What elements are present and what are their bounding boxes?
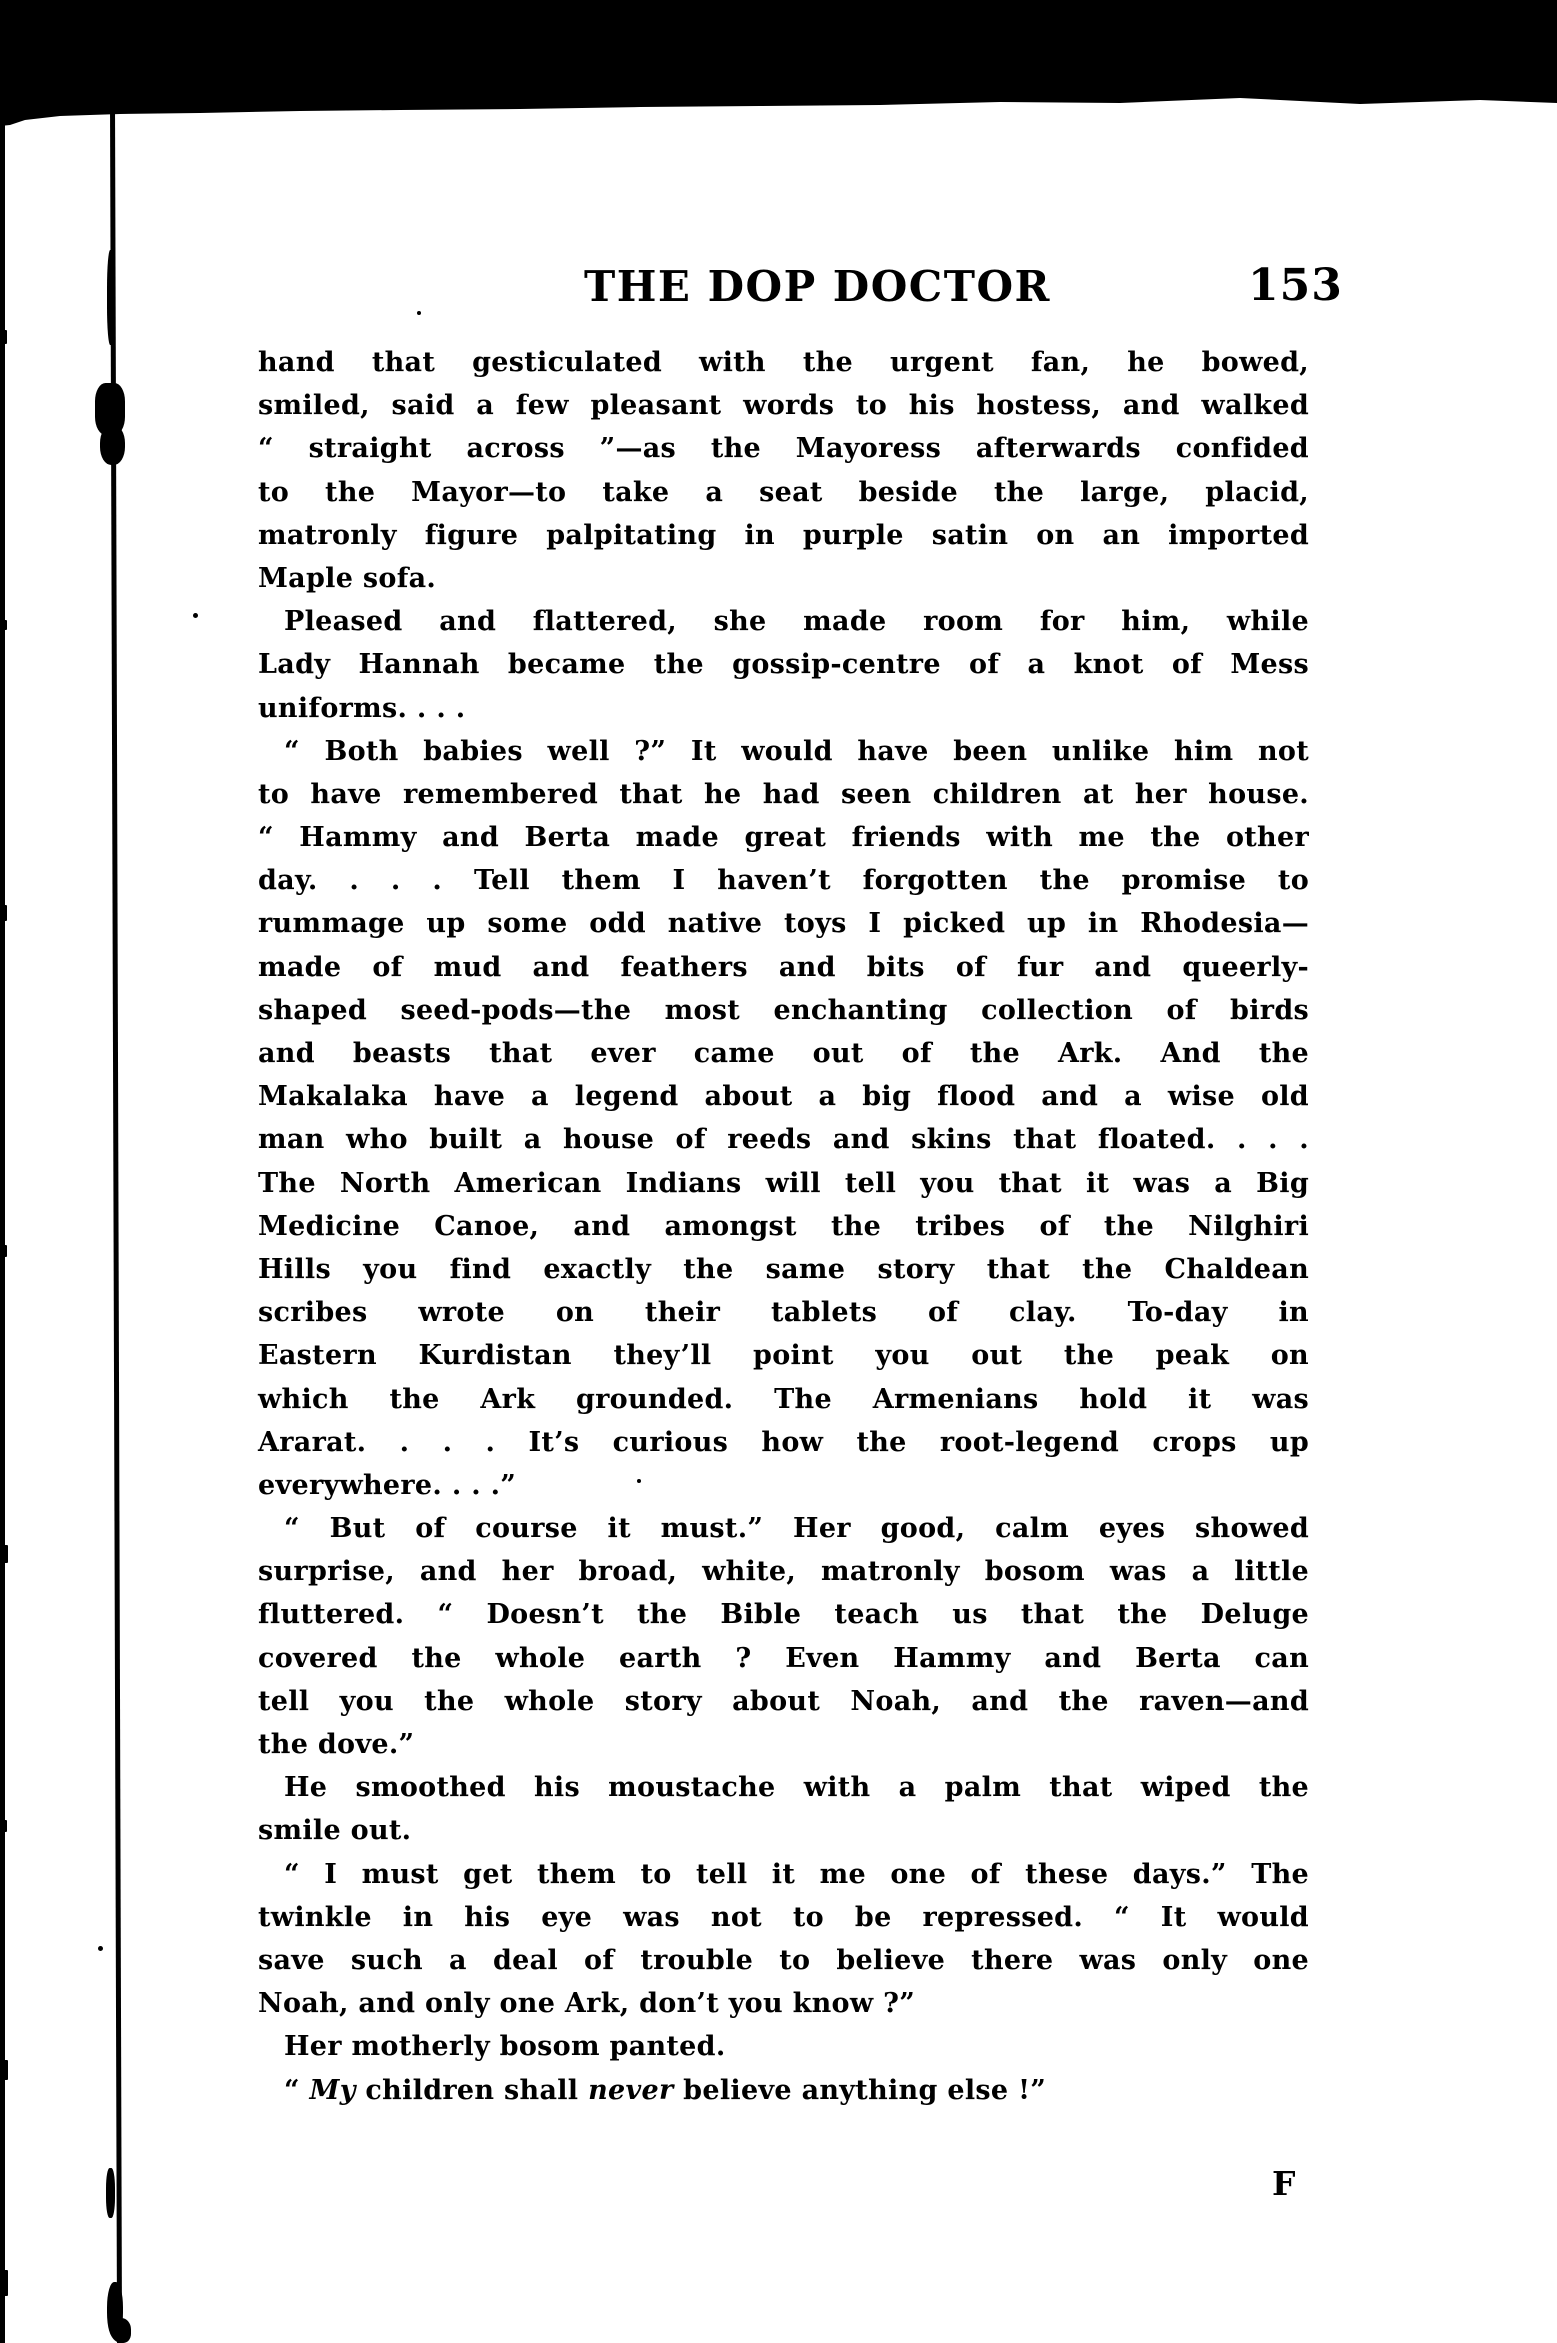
scan-artifact-edge-tick: [4, 620, 7, 630]
text-line: matronly figure palpitating in purple satin on an imported: [258, 519, 1309, 551]
text-line: day. . . . Tell them I haven’t forgotten the promise to: [258, 865, 1309, 897]
text-line: He smoothed his moustache with a palm that wiped the: [284, 1772, 1309, 1804]
text-line: twinkle in his eye was not to be repressed. “ It would: [258, 1901, 1309, 1933]
text-line: “ My children shall never believe anything else !”: [284, 2074, 1047, 2106]
scan-artifact-edge-tick: [4, 905, 7, 921]
text-line: Noah, and only one Ark, don’t you know ?”: [258, 1988, 916, 2020]
ink-speck: [98, 1946, 103, 1951]
text-line: scribes wrote on their tablets of clay. To-day in: [258, 1297, 1309, 1329]
ink-speck: [193, 613, 198, 618]
text-line: “ Both babies well ?” It would have been unlike him not: [284, 735, 1309, 767]
text-line: save such a deal of trouble to believe there was only one: [258, 1944, 1309, 1976]
scan-artifact-left-edge: [0, 0, 5, 2343]
text-line: to the Mayor—to take a seat beside the large, placid,: [258, 476, 1309, 508]
text-line: everywhere. . . .”: [258, 1469, 517, 1501]
text-line: uniforms. . . .: [258, 692, 466, 724]
text-line: “ Hammy and Berta made great friends with me the other: [258, 822, 1309, 854]
text-line: “ straight across ”—as the Mayoress afterwards confided: [258, 433, 1309, 465]
scan-artifact-edge-tick: [4, 1545, 8, 1563]
page-number: 153: [1248, 260, 1343, 311]
scan-artifact-edge-tick: [4, 2060, 8, 2080]
text-line: Maple sofa.: [258, 562, 437, 594]
text-line: Hills you find exactly the same story that the Chaldean: [258, 1253, 1309, 1285]
text-line: Medicine Canoe, and amongst the tribes of the Nilghiri: [258, 1210, 1309, 1242]
scan-artifact-edge-tick: [4, 1820, 7, 1832]
text-line: “ I must get them to tell it me one of these days.” The: [284, 1858, 1309, 1890]
text-line: Her motherly bosom panted.: [284, 2031, 726, 2063]
text-line: “ But of course it must.” Her good, calm eyes showed: [284, 1513, 1309, 1545]
text-line: and beasts that ever came out of the Ark. And the: [258, 1038, 1309, 1069]
scan-artifact-edge-tick: [4, 2270, 8, 2296]
text-line: man who built a house of reeds and skins that floated. . . .: [258, 1124, 1309, 1156]
text-line: fluttered. “ Doesn’t the Bible teach us that the Deluge: [258, 1599, 1309, 1631]
printer-signature-mark: F: [1272, 2164, 1296, 2203]
scan-artifact-ink-blob: [107, 250, 115, 345]
scan-artifact-edge-tick: [4, 1245, 7, 1257]
text-line: rummage up some odd native toys I picked up in Rhodesia—: [258, 908, 1309, 940]
text-line: Eastern Kurdistan they’ll point you out the peak on: [258, 1340, 1309, 1372]
running-header-title: THE DOP DOCTOR: [584, 262, 1051, 311]
text-line: made of mud and feathers and bits of fur and queerly-: [258, 951, 1309, 983]
text-line: which the Ark grounded. The Armenians hold it was: [258, 1383, 1309, 1415]
text-line: surprise, and her broad, white, matronly bosom was a little: [258, 1556, 1309, 1588]
page-text: [258, 341, 1309, 2112]
text-line: smiled, said a few pleasant words to his hostess, and walked: [258, 390, 1309, 422]
text-line: to have remembered that he had seen children at her house.: [258, 778, 1309, 810]
text-line: The North American Indians will tell you that it was a Big: [258, 1167, 1309, 1199]
text-line: hand that gesticulated with the urgent fan, he bowed,: [258, 347, 1309, 378]
text-line: Pleased and flattered, she made room for him, while: [284, 606, 1309, 638]
text-line: the dove.”: [258, 1729, 415, 1760]
ink-speck: [417, 311, 421, 315]
scan-artifact-ink-blob: [106, 2168, 115, 2218]
text-line: smile out.: [258, 1815, 412, 1847]
text-line: tell you the whole story about Noah, and the raven—and: [258, 1685, 1309, 1717]
text-line: shaped seed-pods—the most enchanting collection of birds: [258, 994, 1309, 1026]
scan-artifact-ink-blob: [100, 425, 125, 465]
text-line: Makalaka have a legend about a big flood and a wise old: [258, 1081, 1309, 1113]
scan-artifact-top-band: [0, 0, 1557, 126]
text-line: Ararat. . . . It’s curious how the root-legend crops up: [258, 1426, 1309, 1458]
text-line: covered the whole earth ? Even Hammy and Berta can: [258, 1642, 1309, 1674]
scan-artifact-edge-tick: [4, 330, 7, 344]
scan-artifact-ink-blob: [110, 2318, 131, 2343]
text-line: Lady Hannah became the gossip-centre of a knot of Mess: [258, 649, 1309, 681]
